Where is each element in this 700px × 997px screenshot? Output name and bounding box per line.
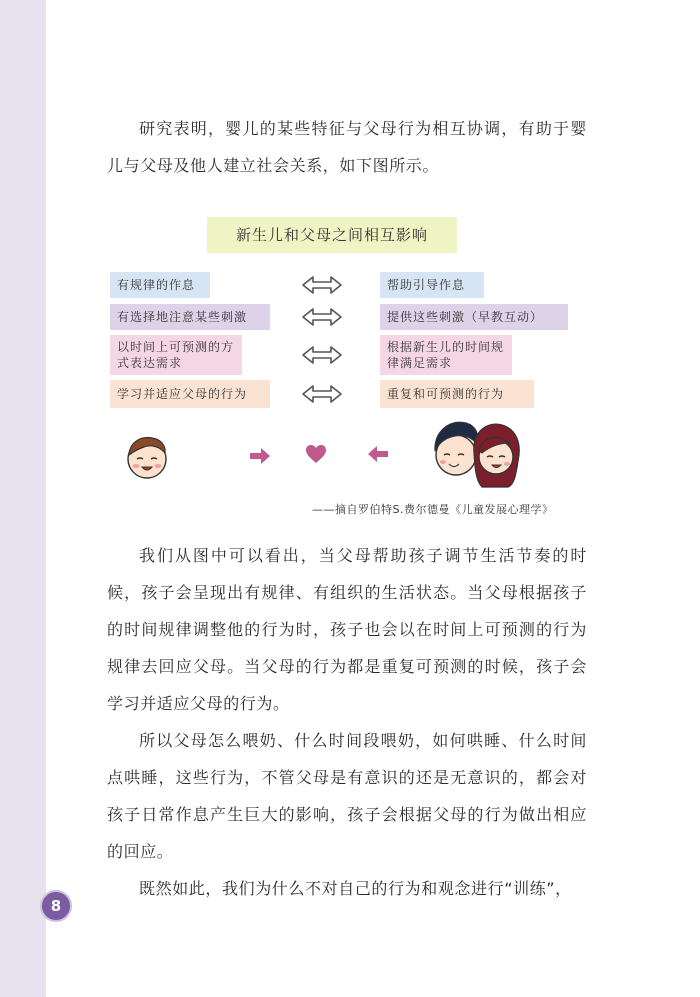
- double-arrow-icon: [301, 273, 343, 297]
- interaction-figure: [0, 205, 700, 525]
- infant-trait-3: 以时间上可预测的方式表达需求: [110, 335, 242, 375]
- infant-trait-1: 有规律的作息: [110, 272, 210, 298]
- double-arrow-icon: [301, 382, 343, 406]
- page-number: 8: [40, 890, 72, 922]
- parent-behavior-1: 帮助引导作息: [380, 272, 484, 298]
- intro-paragraph: [107, 110, 587, 184]
- heart-icon: [305, 444, 327, 464]
- body-text: [107, 537, 587, 907]
- intro-text: 研究表明，婴儿的某些特征与父母行为相互协调，有助于婴儿与父母及他人建立社会关系，如下图所示。: [107, 119, 587, 175]
- figure-caption: ——摘自罗伯特S.费尔德曼《儿童发展心理学》: [312, 503, 554, 516]
- infant-trait-4: 学习并适应父母的行为: [110, 380, 270, 408]
- infant-trait-2: 有选择地注意某些刺激: [110, 304, 270, 330]
- paragraph: 所以父母怎么喂奶、什么时间段喂奶，如何哄睡、什么时间点哄睡，这些行为，不管父母是有意识的还是无意识的，都会对孩子日常作息产生巨大的影响，孩子会根据父母的行为做出相应的回应。: [107, 731, 587, 861]
- figure-title: 新生儿和父母之间相互影响: [207, 217, 457, 253]
- parent-behavior-4: 重复和可预测的行为: [380, 380, 534, 408]
- parents-avatar-icon: [430, 413, 522, 489]
- double-arrow-icon: [301, 343, 343, 367]
- right-arrow-icon: [248, 447, 272, 465]
- parent-behavior-3: 根据新生儿的时间规律满足需求: [380, 335, 512, 375]
- paragraph: 我们从图中可以看出，当父母帮助孩子调节生活节奏的时候，孩子会呈现出有规律、有组织的生活状态。当父母根据孩子的时间规律调整他的行为时，孩子也会以在时间上可预测的行为规律去回应父母。当父母的行为都是重复可预测的时候，孩子会学习并适应父母的行为。: [107, 546, 587, 713]
- baby-avatar-icon: [122, 431, 172, 481]
- paragraph: 既然如此，我们为什么不对自己的行为和观念进行“训练”，: [139, 879, 572, 898]
- left-arrow-icon: [366, 445, 390, 463]
- double-arrow-icon: [301, 305, 343, 329]
- parent-behavior-2: 提供这些刺激（早教互动）: [380, 304, 568, 330]
